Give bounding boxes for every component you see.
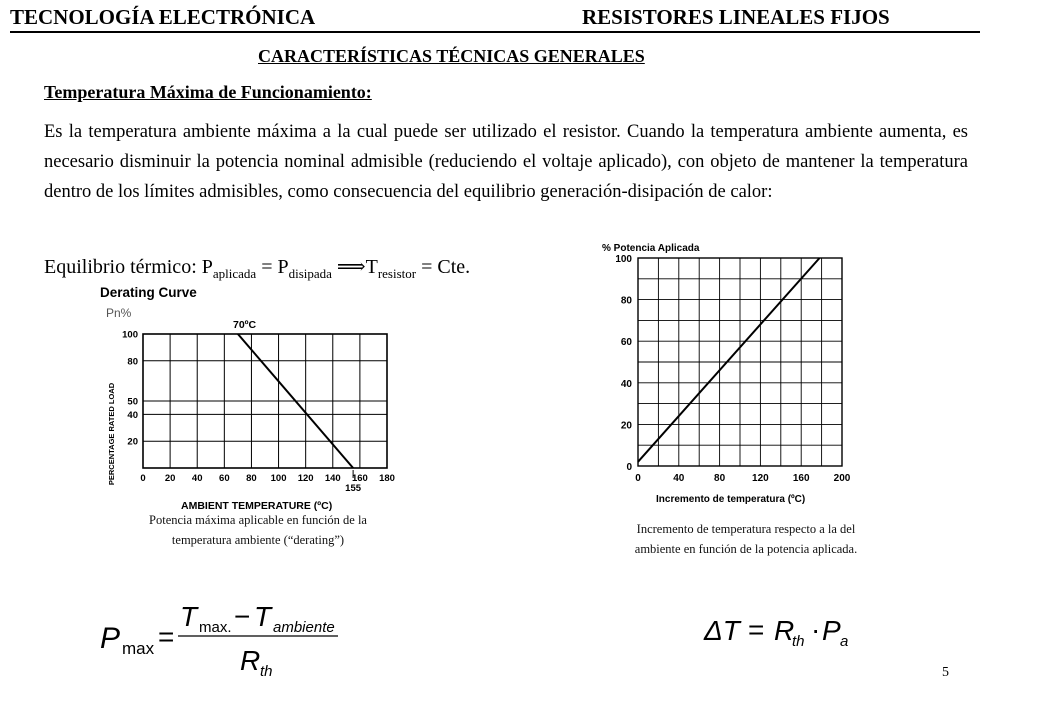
- derating-x-tick-label: 160: [351, 473, 368, 484]
- rise-caption: [596, 519, 896, 559]
- derating-y-tick-label: 100: [122, 329, 138, 341]
- pmax-den-sub: th: [260, 663, 273, 680]
- derating-annotation-155: 155: [345, 483, 362, 494]
- pmax-num-tmax: T: [180, 601, 198, 632]
- header-divider: [10, 31, 980, 33]
- delta-t-r: R: [774, 615, 795, 646]
- pmax-num-tamb-sub: ambiente: [273, 619, 335, 636]
- derating-y-tick-label: 40: [127, 409, 138, 421]
- rise-caption-line1: Incremento de temperatura respecto a la del: [636, 522, 856, 536]
- eq-sub-aplicada: aplicada: [212, 266, 257, 281]
- pmax-lhs: P: [100, 622, 121, 655]
- header-right-title: RESISTORES LINEALES FIJOS: [582, 5, 890, 29]
- delta-t-r-sub: th: [792, 633, 805, 650]
- subsection-title: Temperatura Máxima de Funcionamiento:: [44, 82, 372, 102]
- eq-mid: = P: [256, 256, 289, 278]
- derating-chart: [96, 278, 416, 512]
- derating-y-tick-label: 50: [127, 396, 138, 408]
- delta-t-p-sub: a: [840, 633, 849, 650]
- rise-x-tick-label: 200: [833, 473, 851, 484]
- derating-caption: [112, 510, 404, 550]
- page-number: 5: [942, 665, 949, 680]
- rise-ticks: [615, 254, 850, 484]
- eq-suffix: = Cte.: [416, 256, 471, 278]
- eq-sub-resistor: resistor: [377, 266, 417, 281]
- derating-x-tick-label: 80: [246, 473, 257, 484]
- pmax-formula: [92, 596, 352, 688]
- delta-t-formula: [698, 606, 868, 656]
- derating-x-tick-label: 0: [140, 473, 146, 484]
- derating-x-tick-label: 20: [164, 473, 176, 484]
- derating-y-tick-label: 80: [127, 356, 138, 368]
- rise-x-tick-label: 0: [635, 473, 641, 484]
- delta-t-p: P: [822, 615, 841, 646]
- derating-y-tick-label: 20: [127, 436, 138, 448]
- eq-arrow: ⟹T: [331, 256, 378, 278]
- rise-x-tick-label: 80: [714, 473, 726, 484]
- pmax-num-tmax-sub: max.: [199, 619, 232, 636]
- derating-x-tick-label: 140: [324, 473, 341, 484]
- rise-x-axis-label: Incremento de temperatura (ºC): [656, 494, 806, 505]
- derating-chart-title: Derating Curve: [100, 285, 197, 300]
- rise-grid: [638, 258, 842, 466]
- rise-series: [638, 258, 820, 462]
- derating-annotation-70c: 70ºC: [233, 319, 257, 331]
- derating-x-tick-label: 120: [297, 473, 314, 484]
- rise-y-tick-label: 20: [620, 420, 632, 432]
- pmax-num-minus: −: [234, 601, 251, 632]
- body-paragraph: [44, 117, 968, 207]
- rise-y-tick-label: 0: [626, 462, 632, 473]
- derating-y-axis-label: PERCENTAGE RATED LOAD: [107, 382, 116, 486]
- derating-x-axis-label: AMBIENT TEMPERATURE (ºC): [181, 500, 333, 512]
- rise-x-tick-label: 40: [673, 473, 685, 484]
- derating-grid: [143, 334, 387, 468]
- pmax-num-tamb: T: [254, 601, 272, 632]
- derating-caption-line2: temperatura ambiente (“derating”): [171, 533, 345, 547]
- rise-line: [638, 258, 820, 462]
- delta-t-equals: =: [748, 614, 765, 645]
- delta-t-dot: ·: [811, 614, 821, 645]
- derating-ticks: [122, 330, 395, 485]
- pmax-den-r: R: [240, 645, 261, 676]
- derating-x-tick-label: 100: [270, 473, 287, 484]
- eq-prefix: Equilibrio térmico: P: [44, 256, 213, 278]
- eq-sub-disipada: disipada: [288, 266, 332, 281]
- rise-chart-title: % Potencia Aplicada: [602, 243, 700, 254]
- paragraph-text: Es la temperatura ambiente máxima a la cual puede ser utilizado el resistor. Cuando la temperatura ambiente aumenta, es necesario disminuir la potencia nominal admisible (reduciendo el voltaje aplicado), con objeto de mantener la temperatura dentro de los límites admisibles, como consecuencia del equilibrio generación-disipación de calor:: [44, 122, 968, 202]
- rise-caption-line2: ambiente en función de la potencia aplicada.: [634, 542, 858, 556]
- rise-x-tick-label: 120: [752, 473, 769, 484]
- section-title: CARACTERÍSTICAS TÉCNICAS GENERALES: [258, 46, 645, 66]
- derating-x-tick-label: 40: [191, 473, 203, 484]
- rise-y-tick-label: 40: [620, 378, 632, 390]
- derating-x-tick-label: 60: [219, 473, 230, 484]
- derating-caption-line1: Potencia máxima aplicable en función de la: [149, 513, 367, 527]
- derating-unit-label: Pn%: [106, 306, 132, 320]
- rise-y-tick-label: 100: [615, 254, 632, 265]
- rise-y-tick-label: 60: [620, 337, 632, 349]
- rise-x-tick-label: 160: [792, 473, 810, 484]
- derating-x-tick-label: 180: [379, 473, 395, 484]
- pmax-equals: =: [158, 621, 175, 652]
- pmax-lhs-sub: max: [122, 639, 155, 658]
- rise-y-tick-label: 80: [620, 295, 632, 307]
- header-left-title: TECNOLOGÍA ELECTRÓNICA: [10, 5, 316, 29]
- delta-t-lhs: ΔT: [704, 615, 740, 646]
- temperature-rise-chart: [590, 240, 860, 510]
